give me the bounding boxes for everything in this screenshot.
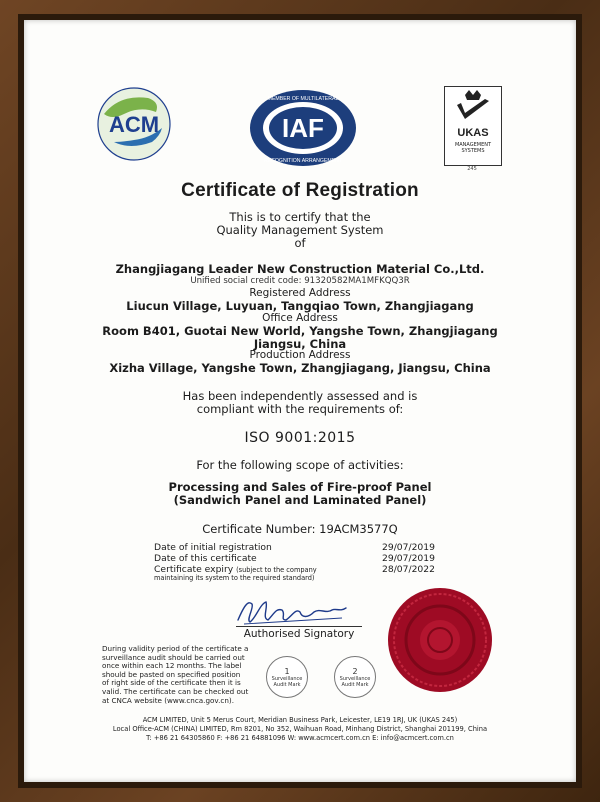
audit-mark-1-line-2: Audit Mark: [273, 681, 301, 688]
signature: [230, 594, 354, 630]
office-address-line-2: Jiangsu, China: [253, 337, 347, 351]
expiry-note-1: (subject to the company: [236, 566, 317, 574]
validity-line-2: surveillance audit should be carried out: [102, 652, 245, 662]
certificate-title: Certificate of Registration: [181, 180, 419, 201]
certificate-date-label: Date of this certificate: [154, 553, 257, 564]
ukas-text: UKAS: [457, 127, 489, 139]
footer-address-1: ACM LIMITED, Unit 5 Merus Court, Meridian Business Park, Leicester, LE19 1RJ, UK (UKAS 245): [142, 716, 458, 724]
production-address-label: Production Address: [249, 349, 351, 361]
company-name: Zhangjiagang Leader New Construction Material Co.,Ltd.: [115, 262, 485, 276]
validity-line-4: should be pasted on specified position: [102, 669, 241, 679]
surveillance-audit-mark-1: [266, 656, 308, 698]
intro-line-2: Quality Management System: [216, 223, 384, 237]
assessed-line-1: Has been independently assessed and is: [182, 389, 418, 403]
expiry-note-2: maintaining its system to the required standard): [154, 574, 315, 582]
signature-line: [236, 626, 362, 627]
scope-line-1: Processing and Sales of Fire-proof Panel: [168, 480, 432, 494]
audit-mark-1-line-1: Surveillance: [271, 675, 303, 682]
iaf-ring-top: MEMBER OF MULTILATERAL: [267, 96, 339, 102]
acm-logo-graphic: [90, 84, 178, 164]
footer-address-2: Local Office-ACM (CHINA) LIMITED, Rm 8201, No 352, Waihuan Road, Minhang District, Shanghai 201199, China: [112, 725, 488, 733]
signature-graphic: [230, 594, 354, 630]
assessed-line-2: compliant with the requirements of:: [196, 402, 404, 416]
expiry-label-text: Certificate expiry: [154, 564, 234, 575]
validity-line-1: During validity period of the certificate a: [102, 644, 249, 653]
acm-logo: [90, 84, 178, 164]
scope-intro: For the following scope of activities:: [196, 458, 404, 472]
ukas-logo: [444, 86, 502, 170]
ukas-number: 245: [467, 166, 477, 172]
seal-graphic: [386, 586, 494, 694]
production-address: Xizha Village, Yangshe Town, Zhangjiagang, Jiangsu, China: [109, 361, 491, 375]
audit-mark-2-number: 2: [352, 666, 358, 676]
audit-mark-2-line-2: Audit Mark: [341, 681, 369, 688]
intro-line-1: This is to certify that the: [229, 210, 371, 224]
audit-mark-1-number: 1: [284, 666, 290, 676]
iaf-logo-text: IAF: [282, 113, 324, 143]
office-address-label: Office Address: [262, 312, 338, 324]
iaf-logo-graphic: [248, 88, 358, 168]
initial-registration-label: Date of initial registration: [154, 542, 272, 553]
validity-line-3: once within each 12 months. The label: [102, 661, 242, 671]
certificate-expiry-date: 28/07/2022: [382, 564, 435, 575]
credit-code: Unified social credit code: 91320582MA1MFKQQ3R: [190, 276, 410, 286]
certificate-number: Certificate Number: 19ACM3577Q: [202, 522, 398, 536]
footer-contacts: T: +86 21 64305860 F: +86 21 64881096 W: www.acmcert.com.cn E: info@acmcert.com.cn: [146, 734, 454, 742]
authorised-signatory-label: Authorised Signatory: [243, 628, 355, 640]
validity-line-6: valid. The certificate can be checked out: [102, 686, 249, 696]
iaf-ring-bottom: RECOGNITION ARRANGEMENT: [263, 158, 343, 164]
crown-tick-icon: [445, 87, 501, 127]
surveillance-audit-mark-2: [334, 656, 376, 698]
scope-line-2: (Sandwich Panel and Laminated Panel): [173, 493, 427, 507]
red-wax-seal: [386, 586, 494, 694]
ukas-sub1: MANAGEMENT: [454, 142, 492, 148]
initial-registration-date: 29/07/2019: [382, 542, 435, 553]
validity-line-7: at CNCA website (www.cnca.gov.cn).: [102, 695, 234, 705]
validity-note: [102, 645, 264, 705]
registered-address: Liucun Village, Luyuan, Tangqiao Town, Zhangjiagang: [126, 299, 474, 313]
office-address-line-1: Room B401, Guotai New World, Yangshe Town, Zhangjiagang: [102, 324, 498, 338]
audit-mark-2-line-1: Surveillance: [339, 675, 371, 682]
certificate-date: 29/07/2019: [382, 553, 435, 564]
acm-logo-text: ACM: [108, 112, 160, 137]
validity-line-5: of right side of the certificate then it is: [102, 678, 241, 688]
registered-address-label: Registered Address: [249, 287, 351, 299]
intro-line-3: of: [294, 236, 306, 250]
standard-name: ISO 9001:2015: [244, 430, 356, 446]
certificate-paper: [24, 20, 576, 782]
ukas-sub2: SYSTEMS: [461, 148, 485, 154]
ukas-box: [444, 86, 502, 166]
iaf-logo: [248, 88, 358, 168]
